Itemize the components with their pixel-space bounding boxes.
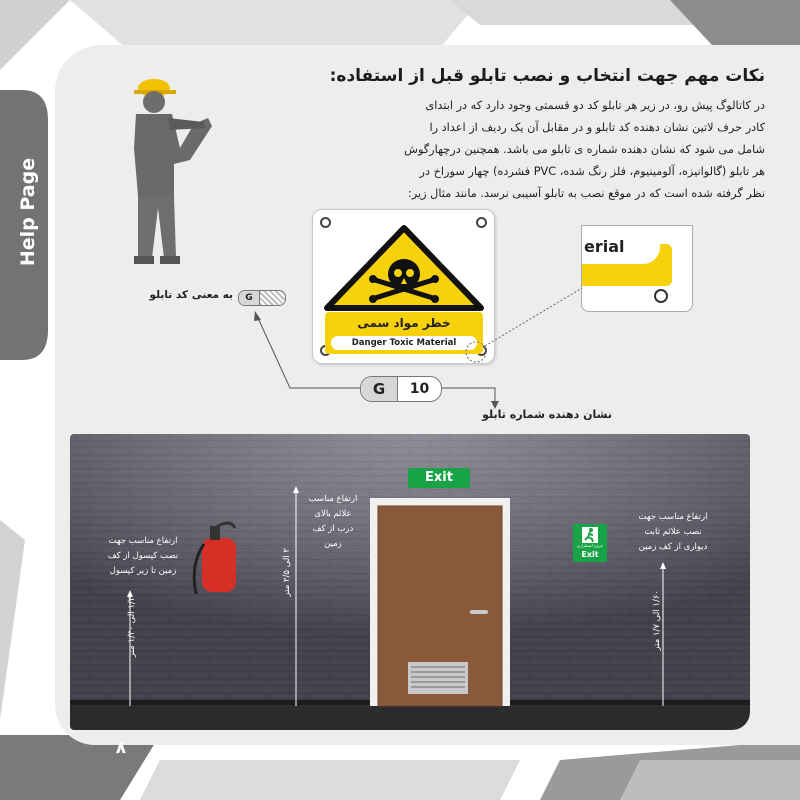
exit-sign-top: Exit (408, 468, 470, 488)
wall-sign-measure: ۱/۶۰ الی ۱/۷ متر (652, 590, 662, 651)
note-line: علائم بالای (314, 509, 352, 519)
note-line: ارتفاع مناسب جهت (638, 512, 708, 522)
sign-code-chip (360, 376, 442, 402)
note-line: درب از کف (312, 524, 354, 534)
page-title: نکات مهم جهت انتخاب و نصب تابلو قبل از استفاده: (329, 66, 765, 86)
door-sign-measure: ۲ الی ۲/۵ متر (282, 548, 292, 597)
hatched-number-area (260, 291, 285, 305)
exit-sign-side (573, 524, 607, 562)
body-line: کادر حرف لاتین نشان دهنده کد تابلو و در مقابل آن یک ردیف از اعداد را (429, 121, 765, 134)
note-line: نصب علائم ثابت (644, 527, 702, 537)
code-chip-mini (238, 290, 286, 306)
sign-title-en: Danger Toxic Material (331, 336, 477, 350)
number-meaning-label: نشان دهنده شماره تابلو (482, 408, 612, 421)
zoom-text: erial (581, 230, 660, 264)
wall-sign-height-note (625, 510, 721, 555)
page-number: ۸ (115, 738, 127, 758)
code-letter-mini: G (239, 291, 260, 305)
side-tab-label: Help Page (17, 157, 39, 267)
body-line: نظر گرفته شده است که در موقع نصب به تابلو آسیبی نرسد. مانند مثال زیر: (407, 187, 765, 200)
body-line: هر تابلو (گالوانیزه، آلومینیوم، فلز رنگ شده، PVC فشرده) چهار سوراخ در (419, 165, 765, 178)
sign-title-fa: خطر مواد سمی (357, 316, 451, 330)
running-man-icon (582, 527, 598, 543)
extinguisher-measure: ۱/۴۰ الی ۱/۳۰ متر (127, 592, 137, 658)
note-line: دیواری از کف زمین (638, 542, 708, 552)
exit-side-small: خروج اضطراری (576, 543, 604, 548)
body-line: شامل می شود که نشان دهنده شماره ی تابلو می باشد. همچنین درچهارگوش (404, 143, 765, 156)
extinguisher-height-note (100, 534, 186, 579)
installation-scene (70, 434, 750, 730)
body-line: در کاتالوگ پیش رو، در زیر هر تابلو کد دو قسمتی وجود دارد که در ابتدای (425, 99, 765, 112)
note-line: ارتفاع مناسب (308, 494, 358, 504)
code-meaning-label: به معنی کد تابلو (149, 289, 233, 301)
note-line: زمین (324, 539, 342, 549)
door-sign-height-note (302, 492, 364, 552)
note-line: ارتفاع مناسب جهت (108, 536, 178, 546)
sign-code-letter: G (361, 377, 398, 401)
note-line: نصب کپسول از کف (107, 551, 179, 561)
exit-side-text: Exit (581, 550, 599, 559)
sign-code-number: 10 (409, 381, 430, 397)
note-line: زمین تا زیر کپسول (109, 566, 177, 576)
